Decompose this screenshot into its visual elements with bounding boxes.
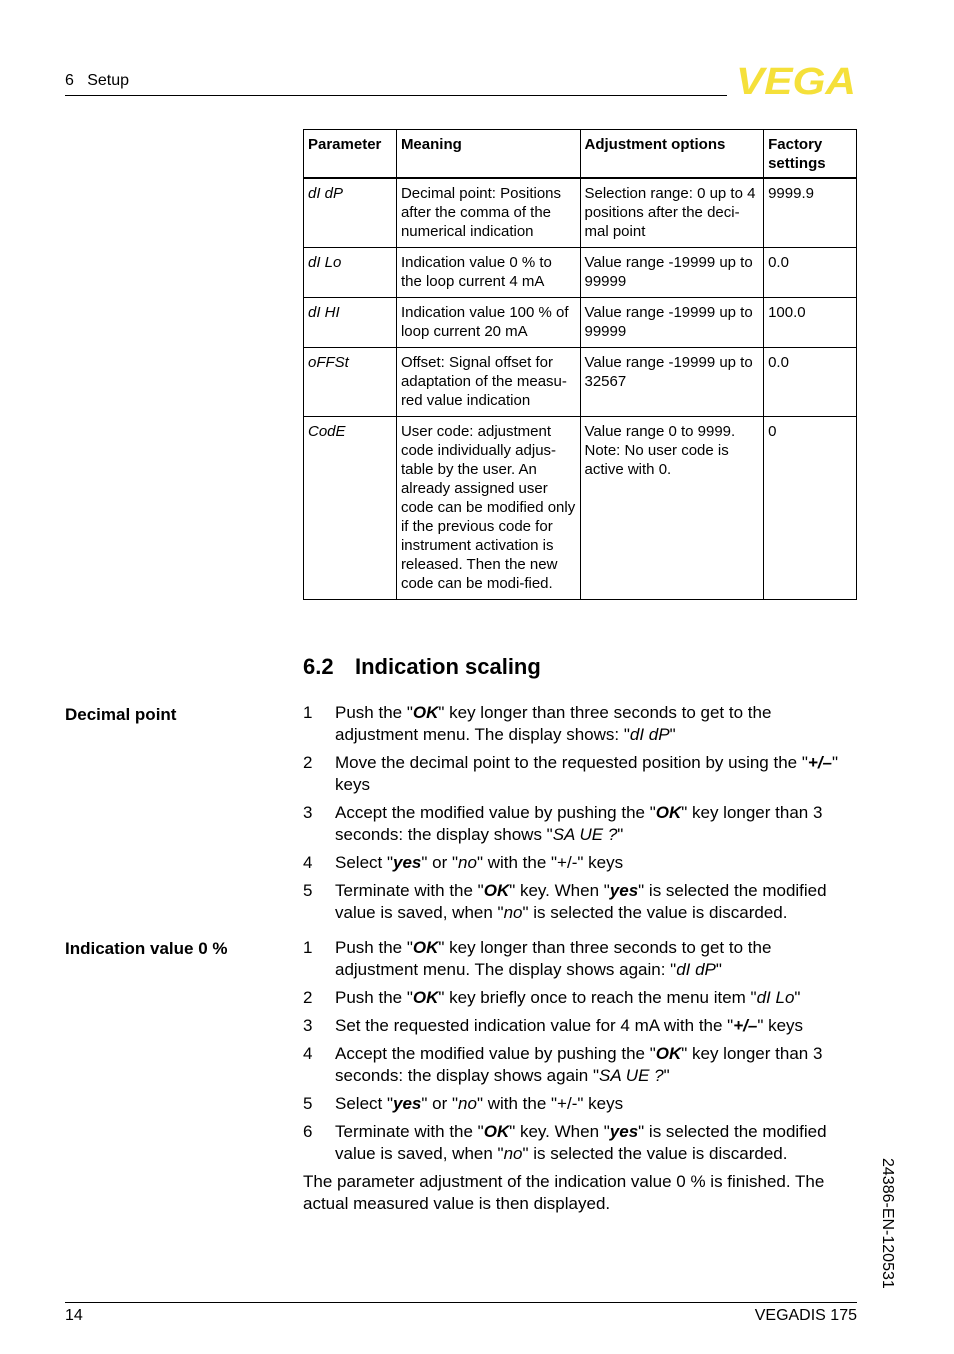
- table-row: [304, 248, 857, 298]
- parameter-table: [303, 129, 857, 600]
- svg-text:VEGA: VEGA: [736, 64, 856, 98]
- step-number: 1: [303, 938, 313, 957]
- list-item: [303, 1093, 859, 1115]
- section-number: 6.2: [303, 654, 334, 679]
- list-item: [303, 937, 859, 981]
- list-item: [303, 702, 859, 746]
- factory-cell: 100.0: [764, 298, 857, 348]
- param-cell: dI dP: [304, 178, 397, 248]
- section-heading: [303, 654, 541, 680]
- step-number: 5: [303, 881, 313, 900]
- step-text: Move the decimal point to the requested position by using the "+/–" keys: [335, 753, 839, 794]
- step-text: Set the requested indication value for 4 mA with the "+/–" keys: [335, 1016, 804, 1035]
- step-number: 4: [303, 1044, 313, 1063]
- options-cell: Value range -19999 up to 32567: [580, 348, 764, 417]
- vega-logo: [736, 64, 858, 98]
- meaning-cell: User code: adjustment code individually adjus-table by the user. An already assigned user code can be modified only if the previous code for instrument activation is released. Then the new code can be modi-fied.: [396, 417, 580, 600]
- param-cell: CodE: [304, 417, 397, 600]
- list-item: [303, 987, 859, 1009]
- list-item: [303, 1121, 859, 1165]
- factory-cell: 0.0: [764, 248, 857, 298]
- col-header-factory: Factory settings: [764, 130, 857, 179]
- indication-zero-steps: [303, 937, 859, 1171]
- list-item: [303, 1043, 859, 1087]
- step-text: Push the "OK" key longer than three seconds to get to the adjustment menu. The display shows again: "dI dP": [335, 938, 772, 979]
- col-header-adjustment: Adjustment options: [580, 130, 764, 179]
- header-section-title: 6 Setup: [65, 72, 130, 89]
- col-header-parameter: Parameter: [304, 130, 397, 179]
- list-item: [303, 802, 859, 846]
- meaning-cell: Offset: Signal offset for adaptation of the measu-red value indication: [396, 348, 580, 417]
- table-row: [304, 348, 857, 417]
- step-number: 2: [303, 988, 313, 1007]
- step-text: Terminate with the "OK" key. When "yes" is selected the modified value is saved, when "no" is selected the value is discarded.: [335, 881, 827, 922]
- step-number: 3: [303, 1016, 313, 1035]
- meaning-cell: Indication value 100 % of loop current 20 mA: [396, 298, 580, 348]
- step-text: Accept the modified value by pushing the "OK" key longer than 3 seconds: the display shows again "SA UE ?": [335, 1044, 823, 1085]
- meaning-cell: Indication value 0 % to the loop current 4 mA: [396, 248, 580, 298]
- indication-zero-label: Indication value 0 %: [65, 939, 228, 958]
- header-rule: [65, 95, 727, 96]
- footer-rule: [65, 1302, 857, 1303]
- document-code: 24386-EN-120531: [879, 1158, 896, 1289]
- product-name: VEGADIS 175: [754, 1307, 857, 1324]
- step-number: 2: [303, 753, 313, 772]
- decimal-point-label: Decimal point: [65, 705, 177, 724]
- step-text: Select "yes" or "no" with the "+/-" keys: [335, 853, 624, 872]
- options-cell: Selection range: 0 up to 4 positions after the deci-mal point: [580, 178, 764, 248]
- meaning-cell: Decimal point: Positions after the comma of the numerical indication: [396, 178, 580, 248]
- col-header-meaning: Meaning: [396, 130, 580, 179]
- step-text: Select "yes" or "no" with the "+/-" keys: [335, 1094, 624, 1113]
- step-text: Push the "OK" key briefly once to reach the menu item "dI Lo": [335, 988, 801, 1007]
- step-text: Accept the modified value by pushing the "OK" key longer than 3 seconds: the display shows "SA UE ?": [335, 803, 823, 844]
- table-header-row: [304, 130, 857, 179]
- options-cell: Value range -19999 up to 99999: [580, 248, 764, 298]
- factory-cell: 9999.9: [764, 178, 857, 248]
- list-item: [303, 752, 859, 796]
- section-title: Indication scaling: [355, 654, 541, 679]
- param-cell: dI HI: [304, 298, 397, 348]
- list-item: [303, 1015, 859, 1037]
- decimal-point-steps: [303, 702, 859, 930]
- step-number: 6: [303, 1122, 313, 1141]
- list-item: [303, 852, 859, 874]
- options-cell: Value range -19999 up to 99999: [580, 298, 764, 348]
- page-number: 14: [65, 1307, 83, 1324]
- table-row: [304, 298, 857, 348]
- step-text: Push the "OK" key longer than three seconds to get to the adjustment menu. The display shows: "dI dP": [335, 703, 772, 744]
- step-number: 4: [303, 853, 313, 872]
- param-cell: dI Lo: [304, 248, 397, 298]
- options-cell: Value range 0 to 9999. Note: No user code is active with 0.: [580, 417, 764, 600]
- step-number: 5: [303, 1094, 313, 1113]
- table-row: [304, 178, 857, 248]
- step-number: 1: [303, 703, 313, 722]
- step-text: Terminate with the "OK" key. When "yes" is selected the modified value is saved, when "no" is selected the value is discarded.: [335, 1122, 827, 1163]
- factory-cell: 0.0: [764, 348, 857, 417]
- list-item: [303, 880, 859, 924]
- factory-cell: 0: [764, 417, 857, 600]
- param-cell: oFFSt: [304, 348, 397, 417]
- step-number: 3: [303, 803, 313, 822]
- closing-paragraph: The parameter adjustment of the indication value 0 % is finished. The actual measured value is then displayed.: [303, 1172, 825, 1213]
- table-row: [304, 417, 857, 600]
